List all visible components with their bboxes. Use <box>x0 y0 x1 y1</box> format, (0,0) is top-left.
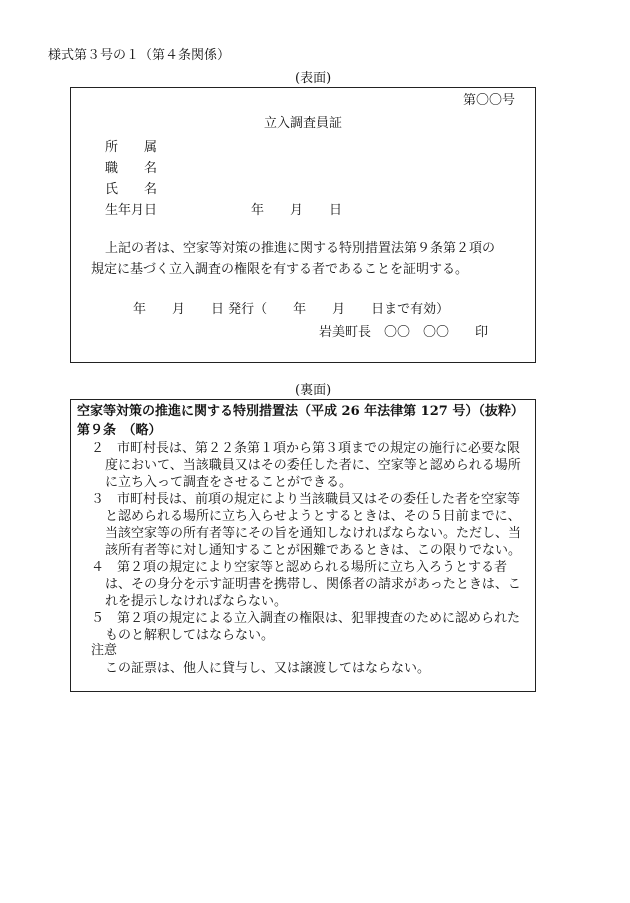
note-heading: 注意 <box>91 643 118 658</box>
field-label-position: 職 名 <box>105 161 158 176</box>
front-card <box>70 87 536 363</box>
clause-5-line-2: ものと解釈してはならない。 <box>105 628 275 643</box>
card-title: 立入調査員証 <box>264 116 343 131</box>
statement-line-2: 規定に基づく立入調査の権限を有する者であることを証明する。 <box>91 262 469 277</box>
form-id: 様式第３号の１（第４条関係） <box>48 48 231 63</box>
note-text: この証票は、他人に貸与し、又は譲渡してはならない。 <box>105 661 431 676</box>
issuer: 岩美町長 〇〇 〇〇 印 <box>319 325 489 340</box>
clause-2-line-3: に立ち入って調査をさせることができる。 <box>105 475 353 490</box>
article-heading: 第９条 （略） <box>77 423 162 438</box>
field-label-affiliation: 所 属 <box>105 140 158 155</box>
clause-3-line-3: 当該空家等の所有者等にその旨を通知しなければならない。ただし、当 <box>105 526 522 541</box>
field-label-name: 氏 名 <box>105 182 158 197</box>
front-label: (表面) <box>295 71 332 86</box>
clause-4-line-1: ４ 第２項の規定により空家等と認められる場所に立ち入ろうとする者 <box>91 560 508 575</box>
statement-line-1: 上記の者は、空家等対策の推進に関する特別措置法第９条第２項の <box>105 241 496 256</box>
field-value-birthdate: 年 月 日 <box>251 203 343 218</box>
issue-date-line: 年 月 日 発行（ 年 月 日まで有効） <box>133 302 450 317</box>
clause-2-line-2: 度において、当該職員又はその委任した者に、空家等と認められる場所 <box>105 458 521 473</box>
clause-4-line-2: は、その身分を示す証明書を携帯し、関係者の請求があったときは、こ <box>105 577 521 592</box>
law-title: 空家等対策の推進に関する特別措置法（平成 26 年法律第 127 号）（抜粋） <box>77 404 524 419</box>
clause-3-line-2: と認められる場所に立ち入らせようとするときは、その５日前までに、 <box>105 509 521 524</box>
back-card <box>70 399 536 692</box>
clause-3-line-1: ３ 市町村長は、前項の規定により当該職員又はその委任した者を空家等 <box>91 492 521 507</box>
clause-4-line-3: れを提示しなければならない。 <box>105 594 288 609</box>
back-label: (裏面) <box>295 383 332 398</box>
clause-3-line-4: 該所有者等に対し通知することが困難であるときは、この限りでない。 <box>105 543 522 558</box>
clause-5-line-1: ５ 第２項の規定による立入調査の権限は、犯罪捜査のために認められた <box>91 611 521 626</box>
clause-2-line-1: ２ 市町村長は、第２２条第１項から第３項までの規定の施行に必要な限 <box>91 441 521 456</box>
certificate-number: 第〇〇号 <box>463 93 516 108</box>
field-label-birthdate: 生年月日 <box>105 203 158 218</box>
